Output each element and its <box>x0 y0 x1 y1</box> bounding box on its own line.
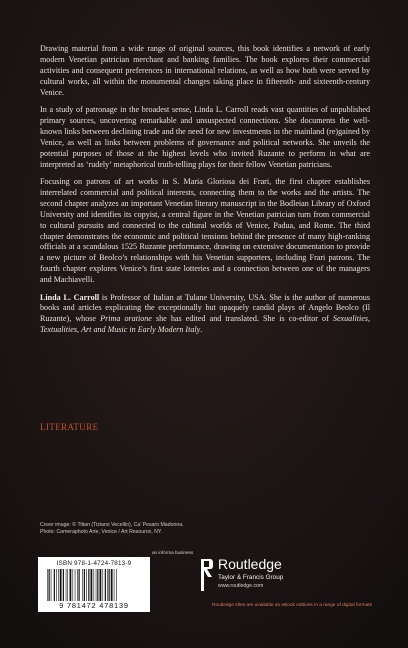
barcode-bar <box>88 569 89 601</box>
barcode-bar <box>96 569 97 601</box>
barcode-bar <box>77 569 78 601</box>
isbn-barcode <box>38 557 150 612</box>
publisher-logo <box>200 557 370 597</box>
barcode-bar <box>49 569 50 601</box>
description-paragraph-3: Focusing on patrons of art works in S. Maria Gloriosa dei Frari, the first chapter establishes interrelated commercial and political interests, connecting them to the works and the artists. The second chapter analyzes an important Venetian literary manuscript in the Bodleian Library of Oxford University and identifies its copyist, a central figure in the Venetian patrician turn from commercial to cultural pursuits and connected to the cultural worlds of Venice, Padua, and Rome. The third chapter demonstrates the economic and political tensions behind the presence of many high-ranking officials at a scandalous 1525 Ruzante performance, drawing on extensive documentation to provide a new picture of Beolco’s relationships with his Venetian supporters, including Frari patrons. The fourth chapter explores Venice’s first state lotteries and a connection between one of the managers and Machiavelli. <box>40 176 370 285</box>
author-bio-text-2: she has edited and translated. She is co-editor of <box>151 314 333 324</box>
informa-tagline: an informa business <box>152 550 194 555</box>
coedited-title-part-1: Sexualities <box>332 314 368 324</box>
barcode-bar <box>47 569 48 601</box>
barcode-bar <box>111 569 113 601</box>
barcode-bar <box>116 569 117 601</box>
routledge-emblem-icon <box>200 557 214 593</box>
isbn-label: ISBN 978-1-4724-7813-9 <box>56 560 132 567</box>
barcode-bar <box>109 569 110 601</box>
barcode-bar <box>56 569 57 601</box>
barcode-bar <box>63 569 64 601</box>
credit-line-1: Cover image: © Titian (Tiziano Vecellio), Ca’ Pesaro Madonna. <box>40 522 184 528</box>
credit-line-2: Photo: Cameraphoto Arte, Venice / Art Resource, NY. <box>40 529 163 535</box>
author-work-title: Prima oratione <box>100 314 152 324</box>
cover-image-credits <box>40 522 260 536</box>
ebook-availability-note: Routledge titles are available as eBook editions in a range of digital formats <box>212 603 372 608</box>
coedited-title-part-2: Textualities <box>40 325 78 335</box>
barcode-bar <box>54 569 55 601</box>
title-separator-2: , <box>77 325 82 335</box>
barcode-bars <box>46 569 142 601</box>
publisher-url: www.routledge.com <box>218 583 264 589</box>
description-paragraph-1: Drawing material from a wide range of original sources, this book identifies a network of early modern Venetian patrician merchant and banking families. The book explores their commercial activities and consequent preferences in international relations, as well as how both were served by cultural works, all within the monumental changes taking place in fifteenth- and sixteenth-century Venice. <box>40 44 370 97</box>
subject-category: LITERATURE <box>40 422 99 432</box>
description-paragraph-2: In a study of patronage in the broadest sense, Linda L. Carroll reads vast quantities of unpublished primary sources, uncovering remarkable and unsuspected connections. She documents the well-known links between declining trade and the need for new investments in the mainland (re)gained by Venice, as well as links between problems of governance and political networks. She unveils the potential purposes of those at the highest levels who invited Ruzante to perform in what are interpreted as ‘rudely’ metaphorical truth-telling plays for their fellow Venetian patricians. <box>40 105 370 169</box>
coedited-title-part-3: Art and Music in Early Modern Italy <box>81 325 201 335</box>
barcode-bar <box>79 569 80 601</box>
barcode-bar <box>94 569 95 601</box>
barcode-bar <box>103 569 104 601</box>
barcode-bar <box>86 569 87 601</box>
barcode-bar <box>51 569 52 601</box>
barcode-bar <box>91 569 93 601</box>
barcode-bar <box>66 569 67 601</box>
publisher-group: Taylor & Francis Group <box>218 574 284 581</box>
author-bio <box>40 293 370 337</box>
author-bio-end: . <box>200 325 203 335</box>
author-name: Linda L. Carroll <box>40 292 100 302</box>
barcode-bar <box>114 569 115 601</box>
barcode-bar <box>107 569 108 601</box>
barcode-bar <box>60 569 62 601</box>
barcode-bar <box>100 569 102 601</box>
barcode-bar <box>82 569 83 601</box>
isbn-digits: 9 781472 478139 <box>59 601 129 610</box>
barcode-bar <box>105 569 106 601</box>
barcode-bar <box>70 569 72 601</box>
barcode-bar <box>67 569 68 601</box>
author-bio-text-1: is Professor of Italian at Tulane University, USA. She is the author of numerous books and articles explicating the exceptionally but opaquely candid plays of Angelo Beolco (Il Ruzante), whose <box>40 292 370 324</box>
barcode-bar <box>73 569 74 601</box>
publisher-name: Routledge <box>218 556 282 572</box>
title-separator-1: , <box>367 314 370 324</box>
barcode-bar <box>97 569 98 601</box>
barcode-bar <box>75 569 76 601</box>
book-description <box>40 44 370 343</box>
barcode-bar <box>58 569 59 601</box>
barcode-bar <box>84 569 85 601</box>
